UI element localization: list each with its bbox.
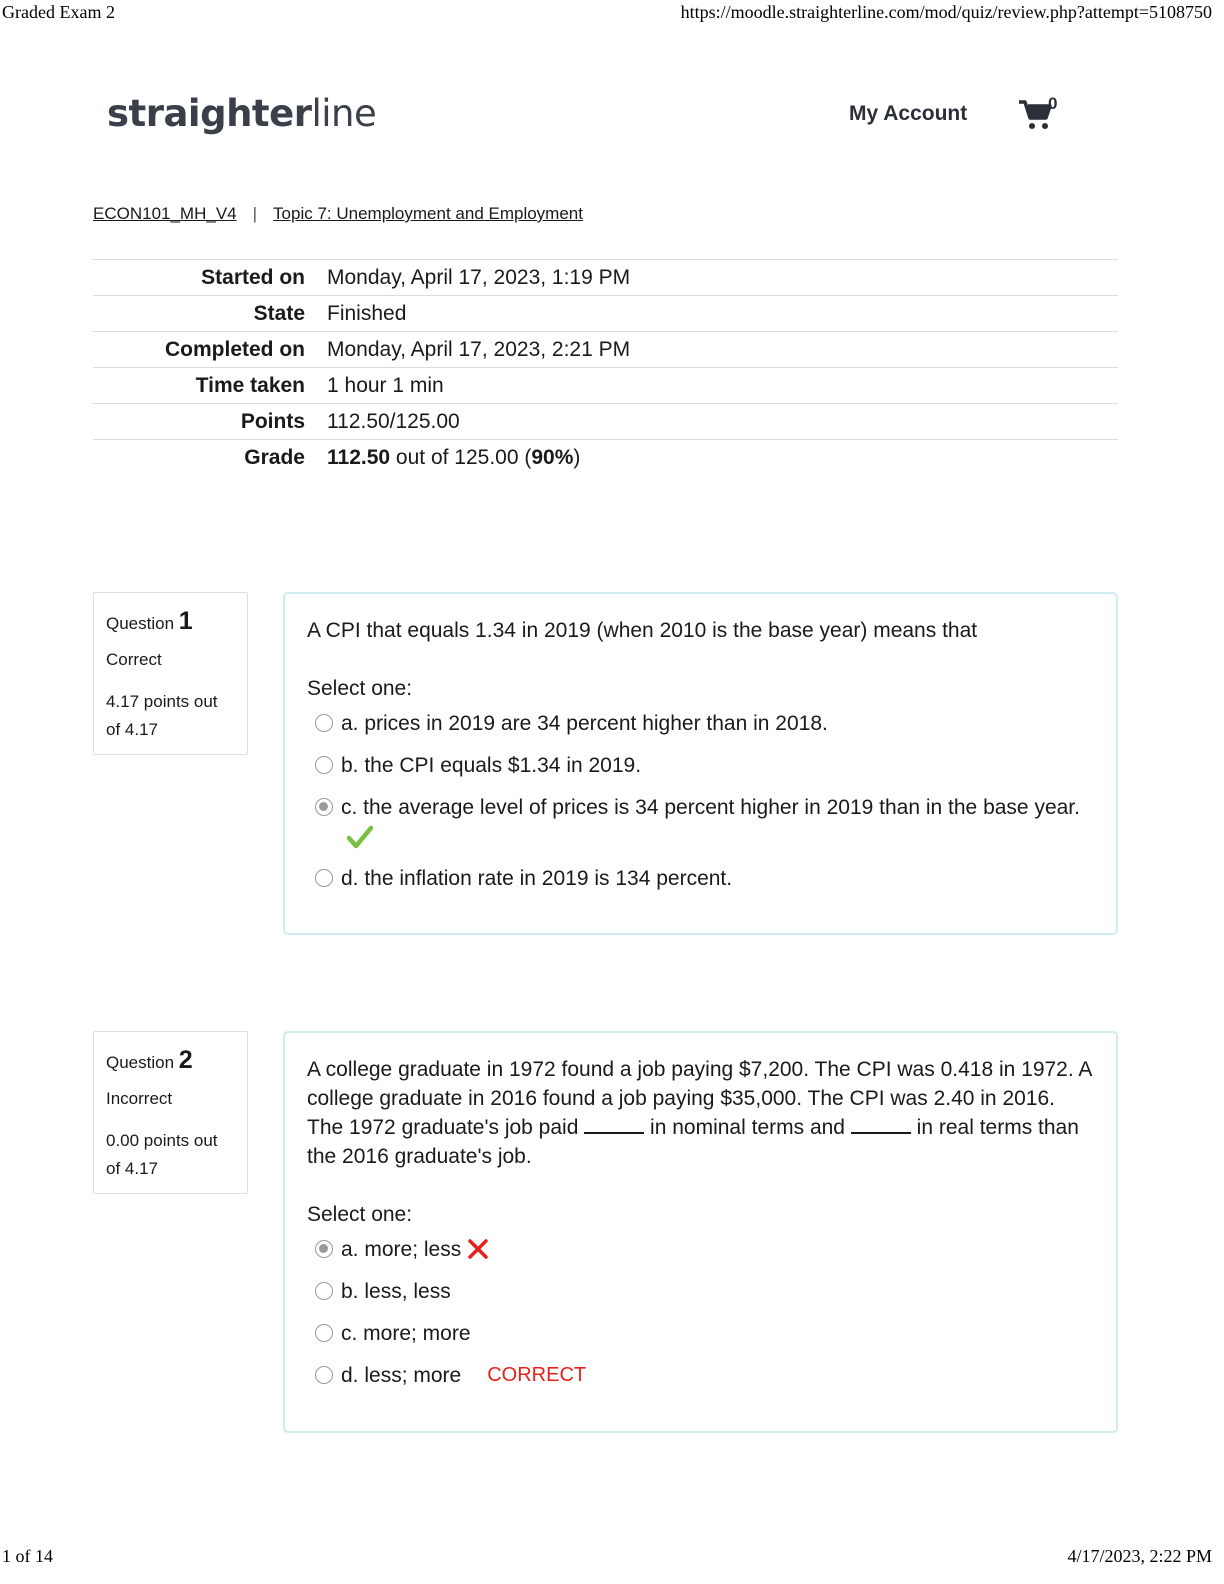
answer-text: a. more; less — [341, 1238, 462, 1261]
answer-option[interactable] — [307, 1361, 1094, 1390]
straighterline-logo[interactable] — [107, 92, 376, 135]
select-one-label: Select one: — [307, 677, 413, 700]
summary-row — [93, 404, 1118, 440]
grade-close-paren: ) — [573, 445, 581, 469]
answer-text: a. prices in 2019 are 34 percent higher than in 2018. — [341, 712, 828, 735]
answer-text-wrap — [341, 793, 1094, 851]
incorrect-cross-icon — [467, 1238, 489, 1260]
answer-radio[interactable] — [315, 1366, 333, 1384]
answer-option-selected[interactable] — [307, 1235, 1094, 1264]
summary-label: Points — [240, 409, 305, 433]
summary-value: Finished — [327, 301, 407, 325]
question-1-content — [283, 592, 1118, 935]
question-text: A CPI that equals 1.34 in 2019 (when 2010 is the base year) means that — [307, 619, 978, 642]
answer-list — [307, 1235, 1094, 1390]
grade-value — [327, 440, 1118, 476]
print-page-number: 1 of 14 — [2, 1546, 53, 1566]
answer-option-selected[interactable] — [307, 793, 1094, 851]
summary-label: State — [253, 301, 305, 325]
logo-bold: straighter — [107, 92, 312, 135]
grade-percent: 90% — [531, 445, 574, 469]
summary-label: Time taken — [195, 373, 305, 397]
summary-label: Started on — [201, 265, 305, 289]
question-points: 0.00 points out of 4.17 — [106, 1131, 218, 1178]
grade-label: Grade — [244, 445, 305, 469]
answer-text: b. less, less — [341, 1280, 451, 1303]
summary-value: Monday, April 17, 2023, 2:21 PM — [327, 337, 631, 361]
question-prefix: Question — [106, 614, 175, 633]
answer-blank — [851, 1114, 911, 1134]
answer-option[interactable] — [307, 709, 1094, 738]
correct-check-icon — [347, 825, 373, 849]
logo-light: line — [311, 92, 377, 135]
attempt-summary-table — [93, 259, 1118, 475]
question-text — [307, 1055, 1094, 1171]
question-2-info — [93, 1031, 248, 1194]
answer-blank — [584, 1114, 644, 1134]
breadcrumb — [93, 204, 583, 224]
answer-text: d. less; more — [341, 1364, 462, 1387]
answer-text: b. the CPI equals $1.34 in 2019. — [341, 754, 642, 777]
answer-text: c. more; more — [341, 1322, 471, 1345]
answer-text: c. the average level of prices is 34 percent higher in 2019 than in the base year. — [341, 796, 1080, 819]
answer-radio[interactable] — [315, 1282, 333, 1300]
answer-list — [307, 709, 1094, 893]
summary-label: Completed on — [165, 337, 305, 361]
summary-value: 112.50/125.00 — [327, 409, 460, 433]
question-number — [106, 607, 235, 636]
answer-option[interactable] — [307, 1277, 1094, 1306]
answer-option[interactable] — [307, 1319, 1094, 1348]
grade-score: 112.50 — [327, 445, 391, 469]
question-number-value: 1 — [178, 607, 193, 635]
grade-out-of: out of 125.00 ( — [390, 445, 532, 469]
question-state: Incorrect — [106, 1089, 173, 1108]
question-text-part: in real terms than the 2016 graduate's job. — [307, 1116, 1079, 1168]
breadcrumb-course-link[interactable]: ECON101_MH_V4 — [93, 204, 237, 223]
question-text-part: A college graduate in 1972 found a job paying $7,200. The CPI was 0.418 in 1972. A college graduate in 2016 found a job paying $35,000. The CPI was 2.40 in 2016. The 1972 graduate's job paid — [307, 1058, 1092, 1139]
answer-radio[interactable] — [315, 714, 333, 732]
answer-option[interactable] — [307, 864, 1094, 893]
my-account-link[interactable]: My Account — [849, 102, 968, 125]
select-one-label: Select one: — [307, 1203, 413, 1226]
summary-row — [93, 368, 1118, 404]
answer-radio-checked[interactable] — [315, 1240, 333, 1258]
question-number-value: 2 — [178, 1046, 193, 1074]
correct-annotation: CORRECT — [487, 1364, 587, 1386]
summary-value: 1 hour 1 min — [327, 373, 444, 397]
question-1-info — [93, 592, 248, 755]
question-points: 4.17 points out of 4.17 — [106, 692, 218, 739]
question-text-part: in nominal terms and — [644, 1116, 851, 1139]
answer-text: d. the inflation rate in 2019 is 134 percent. — [341, 867, 733, 890]
answer-radio-checked[interactable] — [315, 798, 333, 816]
summary-row-grade — [93, 440, 1118, 476]
summary-value: Monday, April 17, 2023, 1:19 PM — [327, 265, 631, 289]
summary-row — [93, 296, 1118, 332]
question-state: Correct — [106, 650, 162, 669]
print-page-title: Graded Exam 2 — [2, 2, 115, 22]
answer-radio[interactable] — [315, 869, 333, 887]
cart-count-badge: 0 — [1048, 94, 1058, 113]
summary-row — [93, 332, 1118, 368]
question-2-content — [283, 1031, 1118, 1433]
print-timestamp: 4/17/2023, 2:22 PM — [1067, 1546, 1212, 1566]
question-prefix: Question — [106, 1053, 175, 1072]
answer-option[interactable] — [307, 751, 1094, 780]
breadcrumb-separator: | — [252, 204, 258, 223]
print-url: https://moodle.straighterline.com/mod/quiz/review.php?attempt=5108750 — [680, 2, 1212, 22]
question-number — [106, 1046, 235, 1075]
answer-radio[interactable] — [315, 756, 333, 774]
summary-row — [93, 260, 1118, 296]
breadcrumb-topic-link[interactable]: Topic 7: Unemployment and Employment — [273, 204, 583, 223]
answer-radio[interactable] — [315, 1324, 333, 1342]
